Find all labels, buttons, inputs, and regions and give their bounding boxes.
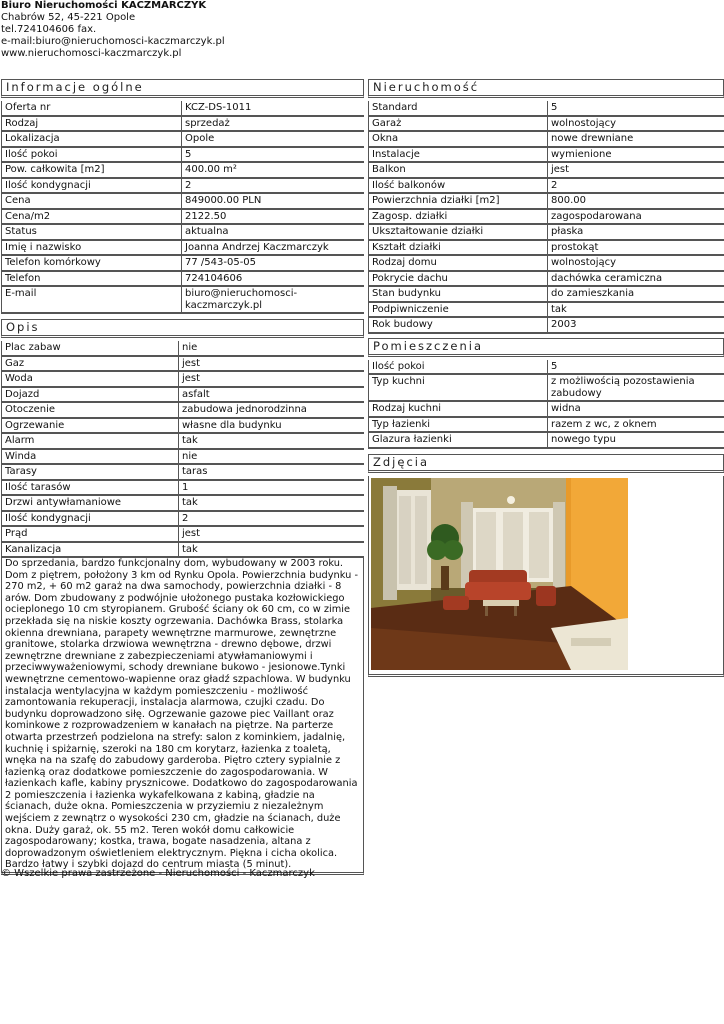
row-label: Typ kuchni xyxy=(369,374,548,401)
table-row xyxy=(369,131,724,147)
table-row xyxy=(369,374,724,401)
row-value: asfalt xyxy=(179,387,365,403)
row-value: nowe drewniane xyxy=(548,131,724,147)
row-label: Kształt działki xyxy=(369,240,548,256)
section-title-photos: Zdjęcia xyxy=(368,454,724,473)
left-column xyxy=(1,79,364,875)
row-label: Ilość pokoi xyxy=(369,360,548,375)
table-row xyxy=(2,286,365,313)
table-row xyxy=(2,418,365,434)
table-row xyxy=(2,356,365,372)
table-row xyxy=(2,402,365,418)
table-row xyxy=(369,162,724,178)
row-value: wymienione xyxy=(548,147,724,163)
row-label: Ukształtowanie działki xyxy=(369,224,548,240)
row-value: jest xyxy=(179,526,365,542)
rooms-rows xyxy=(369,360,724,448)
table-row xyxy=(369,271,724,287)
row-label: Ilość tarasów xyxy=(2,480,179,496)
row-value: 2 xyxy=(182,178,365,194)
table-row xyxy=(369,147,724,163)
row-label: Stan budynku xyxy=(369,286,548,302)
table-row xyxy=(2,255,365,271)
table-row xyxy=(2,116,365,132)
row-label: Typ łazienki xyxy=(369,417,548,433)
table-row xyxy=(2,371,365,387)
table-row xyxy=(369,401,724,417)
row-label: Ilość pokoi xyxy=(2,147,182,163)
table-row xyxy=(369,101,724,116)
row-value: wolnostojący xyxy=(548,116,724,132)
table-row xyxy=(2,240,365,256)
right-column xyxy=(368,79,724,677)
footer-copyright: © Wszelkie prawa zastrzeżone - Nieruchomości - Kaczmarczyk xyxy=(1,868,315,879)
row-value: zagospodarowana xyxy=(548,209,724,225)
table-row xyxy=(369,286,724,302)
row-value: sprzedaż xyxy=(182,116,365,132)
general-rows xyxy=(2,101,365,313)
row-value: taras xyxy=(179,464,365,480)
row-value: aktualna xyxy=(182,224,365,240)
row-label: Ilość kondygnacji xyxy=(2,511,179,527)
table-row xyxy=(2,178,365,194)
row-label: Standard xyxy=(369,101,548,116)
row-value: do zamieszkania xyxy=(548,286,724,302)
row-value: dachówka ceramiczna xyxy=(548,271,724,287)
photo-frame xyxy=(368,476,724,677)
section-title-general: Informacje ogólne xyxy=(1,79,364,98)
company-name: Biuro Nieruchomości KACZMARCZYK xyxy=(1,0,207,11)
table-row xyxy=(369,432,724,448)
row-label: Status xyxy=(2,224,182,240)
row-value: 5 xyxy=(548,101,724,116)
row-label: Dojazd xyxy=(2,387,179,403)
row-value: nie xyxy=(179,341,365,356)
row-value: zabudowa jednorodzinna xyxy=(179,402,365,418)
table-row xyxy=(2,511,365,527)
row-label: Instalacje xyxy=(369,147,548,163)
table-row xyxy=(369,360,724,375)
row-label: Podpiwniczenie xyxy=(369,302,548,318)
table-row xyxy=(2,433,365,449)
row-label: Rodzaj domu xyxy=(369,255,548,271)
row-value: jest xyxy=(548,162,724,178)
row-label: Garaż xyxy=(369,116,548,132)
row-label: Zagosp. działki xyxy=(369,209,548,225)
table-row xyxy=(2,387,365,403)
table-row xyxy=(369,116,724,132)
table-row xyxy=(2,209,365,225)
section-title-rooms: Pomieszczenia xyxy=(368,338,724,357)
row-label: Lokalizacja xyxy=(2,131,182,147)
row-value: tak xyxy=(179,495,365,511)
row-label: Gaz xyxy=(2,356,179,372)
company-email: e-mail:biuro@nieruchomosci-kaczmarczyk.pl xyxy=(1,36,225,47)
row-value: tak xyxy=(548,302,724,318)
row-label: Winda xyxy=(2,449,179,465)
table-row xyxy=(2,224,365,240)
row-value: Joanna Andrzej Kaczmarczyk xyxy=(182,240,365,256)
table-row xyxy=(369,193,724,209)
row-value: biuro@nieruchomosci-kaczmarczyk.pl xyxy=(182,286,365,313)
table-row xyxy=(369,178,724,194)
property-rows xyxy=(369,101,724,333)
row-value: jest xyxy=(179,356,365,372)
row-label: Okna xyxy=(369,131,548,147)
property-description: Do sprzedania, bardzo funkcjonalny dom, wybudowany w 2003 roku. Dom z piętrem, położony 3 km od Rynku Opola. Powierzchnia budynku - 270 m2, + 60 m2 garaż na dwa samochody, powierzchnia działki - 8 arów. Dom zbudowany z podwójnie ułożonego pustaka kozłowickiego ocieplonego 10 cm styropianem. Grubość ściany ok 60 cm, co w zimie przekłada się na niskie koszty ogrzewania. Dachówka Brass, stolarka okienna drewniana, parapety wewnętrzne marmurowe, zewnętrzne granitowe, stolarka drzwiowa wewnętrzna - drewno dębowe, drzwi zewnętrzne drewniane z zabezpieczeniami atywłamaniowymi i przeciwwyważeniowymi, schody drewniane bukowo - jesionowe.Tynki wewnętrzne cementowo-wapienne oraz gładź szpachlowa. W budynku instalacja wentylacyjna w każdym pomieszczeniu - możliwość zamontowania rekuperacji, instalacja alarmowa, czujki czadu. Do budynku doprowadzono siłę. Ogrzewanie gazowe piec Vaillant oraz kominkowe z rozprowadzeniem w kanałach na piętrze. Na parterze otwarta przestrzeń podzielona na strefy: salon z kominkiem, jadalnię, kuchnię i spiżarnię, szeroki na 180 cm korytarz, łazienka z toaletą, wnęka na na szafę do zabudowy garderoba. Piętro cztery sypialnie z łazienką oraz dodatkowe pomieszczenie do zagospodarowania. W łazienkach kafle, kabiny prysznicowe. Dodatkowo do zagospodarowania 2 pomieszczenia i łazienka wykafelkowana z kabiną, gładzie na ścianach, duże okna. Pomieszczenia w przyziemiu z niezależnym wejściem z zewnątrz o wysokości 230 cm, gładzie na ścianach, duże okna. Duży garaż, ok. 55 m2. Teren wokół domu całkowicie zagospodarowany; kostka, trawa, bogate nasadzenia, altana z doprowadzonym oświetleniem elektrycznym. Piękna i cicha okolica. Bardzo łatwy i szybki dojazd do centrum miasta (5 minut). xyxy=(1,558,364,875)
table-row xyxy=(2,162,365,178)
agency-header xyxy=(1,0,225,60)
row-value: z możliwością pozostawienia zabudowy xyxy=(548,374,724,401)
row-label: Telefon xyxy=(2,271,182,287)
table-row xyxy=(369,302,724,318)
table-row xyxy=(369,224,724,240)
table-row xyxy=(2,271,365,287)
rooms-table xyxy=(368,360,724,449)
table-row xyxy=(2,542,365,558)
row-value: 5 xyxy=(182,147,365,163)
row-value: 849000.00 PLN xyxy=(182,193,365,209)
row-label: Ilość kondygnacji xyxy=(2,178,182,194)
row-value: 724104606 xyxy=(182,271,365,287)
row-label: Otoczenie xyxy=(2,402,179,418)
row-label: Rok budowy xyxy=(369,317,548,333)
row-label: Alarm xyxy=(2,433,179,449)
opis-table xyxy=(1,341,364,558)
row-value: Opole xyxy=(182,131,365,147)
row-label: Drzwi antywłamaniowe xyxy=(2,495,179,511)
property-table xyxy=(368,101,724,334)
section-title-opis: Opis xyxy=(1,319,364,338)
row-label: Pow. całkowita [m2] xyxy=(2,162,182,178)
section-title-property: Nieruchomość xyxy=(368,79,724,98)
table-row xyxy=(2,526,365,542)
table-row xyxy=(2,449,365,465)
row-value: wolnostojący xyxy=(548,255,724,271)
row-value: 2122.50 xyxy=(182,209,365,225)
row-label: Powierzchnia działki [m2] xyxy=(369,193,548,209)
row-value: płaska xyxy=(548,224,724,240)
row-label: Ilość balkonów xyxy=(369,178,548,194)
table-row xyxy=(2,101,365,116)
row-label: Cena/m2 xyxy=(2,209,182,225)
table-row xyxy=(369,417,724,433)
row-value: 1 xyxy=(179,480,365,496)
row-value: 2 xyxy=(548,178,724,194)
row-label: Pokrycie dachu xyxy=(369,271,548,287)
row-label: E-mail xyxy=(2,286,182,313)
table-row xyxy=(2,341,365,356)
table-row xyxy=(2,193,365,209)
row-value: jest xyxy=(179,371,365,387)
row-value: nie xyxy=(179,449,365,465)
row-value: własne dla budynku xyxy=(179,418,365,434)
row-value: tak xyxy=(179,433,365,449)
company-address: Chabrów 52, 45-221 Opole xyxy=(1,12,136,23)
row-label: Telefon komórkowy xyxy=(2,255,182,271)
table-row xyxy=(369,240,724,256)
row-label: Imię i nazwisko xyxy=(2,240,182,256)
table-row xyxy=(2,131,365,147)
row-label: Glazura łazienki xyxy=(369,432,548,448)
row-label: Oferta nr xyxy=(2,101,182,116)
table-row xyxy=(2,480,365,496)
row-value: razem z wc, z oknem xyxy=(548,417,724,433)
row-label: Kanalizacja xyxy=(2,542,179,558)
row-label: Tarasy xyxy=(2,464,179,480)
living-room-photo[interactable] xyxy=(371,478,628,670)
table-row xyxy=(369,317,724,333)
row-label: Rodzaj kuchni xyxy=(369,401,548,417)
opis-rows xyxy=(2,341,365,557)
row-value: 400.00 m² xyxy=(182,162,365,178)
row-value: KCZ-DS-1011 xyxy=(182,101,365,116)
row-label: Ogrzewanie xyxy=(2,418,179,434)
table-row xyxy=(369,209,724,225)
general-info-table xyxy=(1,101,364,314)
table-row xyxy=(369,255,724,271)
row-label: Cena xyxy=(2,193,182,209)
table-row xyxy=(2,147,365,163)
row-label: Woda xyxy=(2,371,179,387)
row-label: Rodzaj xyxy=(2,116,182,132)
row-value: 2 xyxy=(179,511,365,527)
row-value: tak xyxy=(179,542,365,558)
row-value: 800.00 xyxy=(548,193,724,209)
company-website: www.nieruchomosci-kaczmarczyk.pl xyxy=(1,48,182,59)
row-value: 5 xyxy=(548,360,724,375)
row-label: Balkon xyxy=(369,162,548,178)
row-value: prostokąt xyxy=(548,240,724,256)
table-row xyxy=(2,464,365,480)
row-value: 2003 xyxy=(548,317,724,333)
company-phone: tel.724104606 fax. xyxy=(1,24,97,35)
row-value: nowego typu xyxy=(548,432,724,448)
row-value: 77 /543-05-05 xyxy=(182,255,365,271)
table-row xyxy=(2,495,365,511)
row-label: Plac zabaw xyxy=(2,341,179,356)
row-label: Prąd xyxy=(2,526,179,542)
row-value: widna xyxy=(548,401,724,417)
